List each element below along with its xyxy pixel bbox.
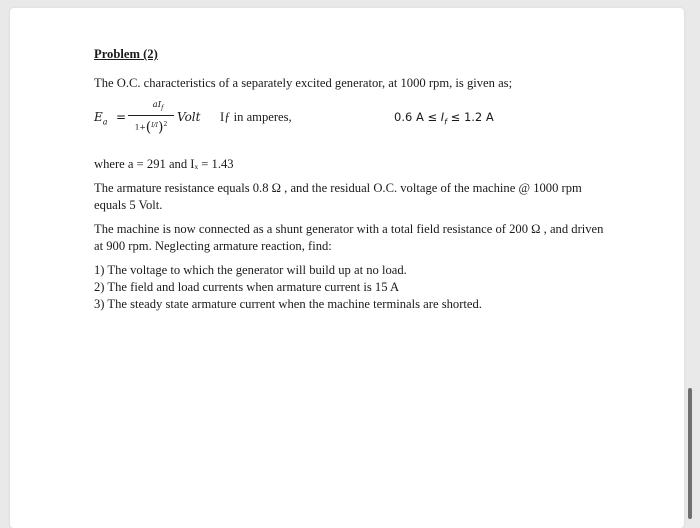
- volt-unit: Volt: [177, 110, 201, 124]
- where-constants: where a = 291 and Iₓ = 1.43: [94, 157, 234, 171]
- problem-content: [94, 46, 614, 313]
- equation-fraction: [128, 100, 174, 134]
- problem-intro: The O.C. characteristics of a separately excited generator, at 1000 rpm, is given as;: [94, 76, 513, 90]
- ea-symbol: $E_a$: [94, 110, 108, 127]
- questions-list: [94, 262, 614, 313]
- question-item: 3) The steady state armature current when the machine terminals are shorted.: [94, 297, 482, 311]
- question-item: 1) The voltage to which the generator will build up at no load.: [94, 263, 407, 277]
- oc-characteristic-equation: [94, 100, 614, 144]
- fraction-bar: [128, 115, 174, 116]
- equals-sign: =: [116, 110, 127, 124]
- shunt-generator-paragraph: The machine is now connected as a shunt generator with a total field resistance of 200 Ω , and driven at 900 rpm. Neglecting armature reaction, find:: [94, 222, 604, 253]
- problem-title: Problem (2): [94, 47, 158, 61]
- fraction-denominator: $1+(I/I)^2$: [134, 119, 168, 136]
- if-units-note: Iƒ in amperes,: [220, 110, 292, 124]
- if-range: 0.6 $A \le I_f \le 1.2$ A: [394, 110, 494, 127]
- question-item: 2) The field and load currents when armature current is 15 A: [94, 280, 400, 294]
- fraction-numerator: $aI_f$: [152, 100, 164, 112]
- vertical-scrollbar[interactable]: [688, 388, 692, 519]
- armature-resistance-paragraph: The armature resistance equals 0.8 Ω , and the residual O.C. voltage of the machine @ 1000 rpm equals 5 Volt.: [94, 181, 582, 212]
